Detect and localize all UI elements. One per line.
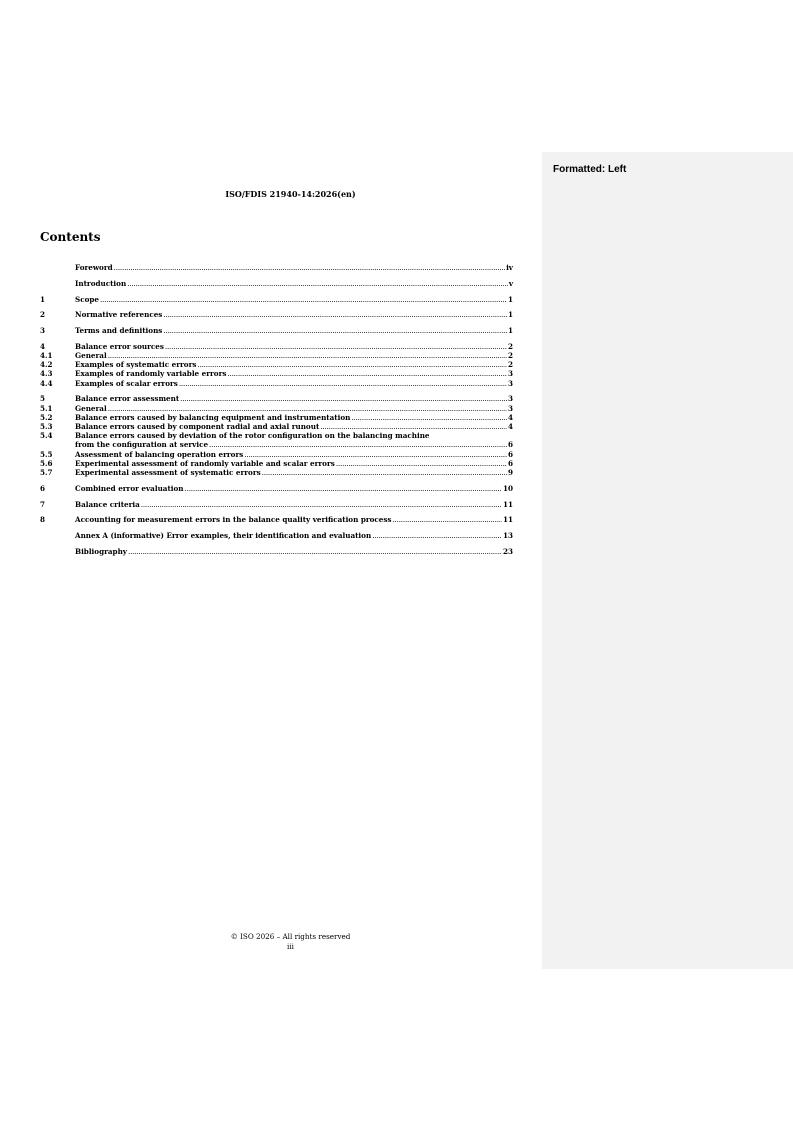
toc-entry[interactable] <box>40 394 513 403</box>
toc-entry[interactable] <box>40 342 513 351</box>
toc-entry-page: 2 <box>507 341 513 351</box>
contents-heading: Contents <box>40 230 101 244</box>
toc-dot-leader <box>127 279 508 288</box>
toc-dot-leader <box>128 547 502 556</box>
toc-entry-page: 13 <box>502 531 513 541</box>
toc-entry-page: 11 <box>502 515 513 525</box>
toc-entry-page: 1 <box>507 326 513 336</box>
toc-dot-leader <box>262 468 507 477</box>
document-header: ISO/FDIS 21940-14:2026(en) <box>225 189 356 199</box>
toc-entry-page: 9 <box>507 467 513 477</box>
toc-entry-page: 3 <box>507 403 513 413</box>
toc-entry[interactable] <box>40 369 513 378</box>
toc-entry-number: 4.4 <box>40 378 53 388</box>
toc-entry[interactable] <box>40 379 513 388</box>
toc-entry-title: Balance errors caused by balancing equipment and instrumentation <box>75 412 351 422</box>
toc-entry-number: 8 <box>40 515 46 525</box>
toc-dot-leader <box>163 326 507 335</box>
toc-entry[interactable] <box>40 404 513 413</box>
toc-dot-leader <box>180 394 507 403</box>
toc-entry-page: 23 <box>502 546 513 556</box>
toc-entry-number: 5.4 <box>40 431 53 441</box>
toc-entry-page: 11 <box>502 499 513 509</box>
toc-dot-leader <box>209 440 507 449</box>
toc-entry-number: 2 <box>40 310 46 320</box>
toc-entry[interactable] <box>40 326 513 335</box>
comment-side-panel <box>542 152 793 969</box>
toc-entry-page: v <box>508 278 513 288</box>
toc-entry-title: Experimental assessment of randomly variable and scalar errors <box>75 458 335 468</box>
toc-entry-title: Normative references <box>75 310 163 320</box>
toc-entry-page: 4 <box>507 412 513 422</box>
toc-entry-title: Balance error sources <box>75 341 164 351</box>
toc-dot-leader <box>141 500 502 509</box>
toc-entry[interactable] <box>40 459 513 468</box>
copyright-notice: © ISO 2026 – All rights reserved <box>230 932 351 941</box>
toc-entry-title: Introduction <box>75 278 127 288</box>
toc-entry-number: 1 <box>40 294 46 304</box>
toc-entry[interactable] <box>40 484 513 493</box>
toc-entry-title: Combined error evaluation <box>75 483 184 493</box>
toc-entry[interactable] <box>40 263 513 272</box>
toc-entry-page: 3 <box>507 378 513 388</box>
toc-entry-number: 6 <box>40 483 46 493</box>
toc-entry-page: 3 <box>507 394 513 404</box>
toc-entry-page: 6 <box>507 458 513 468</box>
toc-entry[interactable] <box>40 279 513 288</box>
toc-dot-leader <box>197 360 507 369</box>
toc-entry-page: 1 <box>507 294 513 304</box>
toc-entry[interactable] <box>40 450 513 459</box>
toc-entry[interactable] <box>40 431 513 440</box>
table-of-contents <box>40 263 513 556</box>
toc-entry-page: 3 <box>507 369 513 379</box>
toc-entry-page: iv <box>506 263 513 272</box>
toc-entry[interactable] <box>40 547 513 556</box>
page-number: iii <box>287 942 294 951</box>
toc-entry-title: Scope <box>75 294 99 304</box>
toc-entry-page: 2 <box>507 360 513 370</box>
toc-entry[interactable] <box>40 295 513 304</box>
toc-dot-leader <box>108 351 507 360</box>
toc-entry-number: 4.3 <box>40 369 53 379</box>
toc-entry-number: 7 <box>40 499 46 509</box>
toc-entry-page: 2 <box>507 351 513 361</box>
toc-entry[interactable] <box>40 440 513 449</box>
toc-entry-number: 4.1 <box>40 351 53 361</box>
toc-entry-page: 10 <box>502 483 513 493</box>
toc-entry-title: from the configuration at service <box>75 440 209 450</box>
toc-entry-title: Balance criteria <box>75 499 140 509</box>
toc-dot-leader <box>179 379 507 388</box>
toc-entry-number: 5.6 <box>40 458 53 468</box>
toc-entry-title: Annex A (informative) Error examples, their identification and evaluation <box>75 531 372 541</box>
toc-entry-title: Balance error assessment <box>75 394 180 404</box>
toc-entry-title: General <box>75 351 107 361</box>
toc-entry-title: Foreword <box>75 263 113 272</box>
toc-entry-title: Examples of systematic errors <box>75 360 197 370</box>
toc-entry[interactable] <box>40 515 513 524</box>
toc-entry-title: Bibliography <box>75 546 127 556</box>
toc-dot-leader <box>163 310 507 319</box>
toc-entry-title: General <box>75 403 107 413</box>
toc-entry-page: 6 <box>507 449 513 459</box>
toc-entry-page: 1 <box>507 310 513 320</box>
toc-dot-leader <box>114 263 505 272</box>
toc-entry-title: Accounting for measurement errors in the balance quality verification process <box>75 515 392 525</box>
toc-entry-number: 4.2 <box>40 360 53 370</box>
toc-entry[interactable] <box>40 531 513 540</box>
toc-entry-title: Assessment of balancing operation errors <box>75 449 244 459</box>
toc-entry[interactable] <box>40 413 513 422</box>
toc-dot-leader <box>336 459 507 468</box>
toc-entry-title: Examples of randomly variable errors <box>75 369 227 379</box>
toc-entry-title: Balance errors caused by deviation of the rotor configuration on the balancing machine <box>75 431 430 441</box>
toc-entry-title: Experimental assessment of systematic errors <box>75 467 261 477</box>
toc-entry-number: 5.2 <box>40 412 53 422</box>
toc-entry-number: 5 <box>40 394 46 404</box>
toc-dot-leader <box>108 404 507 413</box>
toc-entry-title: Terms and definitions <box>75 326 163 336</box>
toc-entry-number: 5.7 <box>40 467 53 477</box>
toc-dot-leader <box>392 515 502 524</box>
toc-entry[interactable] <box>40 351 513 360</box>
toc-dot-leader <box>185 484 502 493</box>
toc-entry-title: Balance errors caused by component radial and axial runout <box>75 422 320 431</box>
formatting-comment-label: Formatted: Left <box>553 164 627 175</box>
toc-entry[interactable] <box>40 468 513 477</box>
toc-entry-number: 4 <box>40 341 46 351</box>
toc-entry[interactable] <box>40 310 513 319</box>
toc-dot-leader <box>320 422 507 431</box>
toc-entry-number: 3 <box>40 326 46 336</box>
toc-dot-leader <box>244 450 507 459</box>
toc-entry-page: 6 <box>507 440 513 450</box>
toc-entry-title: Examples of scalar errors <box>75 378 178 388</box>
toc-entry[interactable] <box>40 500 513 509</box>
page-footer <box>40 932 541 952</box>
toc-entry[interactable] <box>40 360 513 369</box>
toc-entry-page: 4 <box>507 422 513 431</box>
toc-dot-leader <box>165 342 507 351</box>
toc-entry-number: 5.5 <box>40 449 53 459</box>
toc-dot-leader <box>227 369 507 378</box>
toc-dot-leader <box>372 531 502 540</box>
toc-dot-leader <box>351 413 507 422</box>
toc-entry-number: 5.3 <box>40 422 53 431</box>
toc-entry[interactable] <box>40 422 513 431</box>
toc-entry-number: 5.1 <box>40 403 53 413</box>
toc-dot-leader <box>100 295 507 304</box>
